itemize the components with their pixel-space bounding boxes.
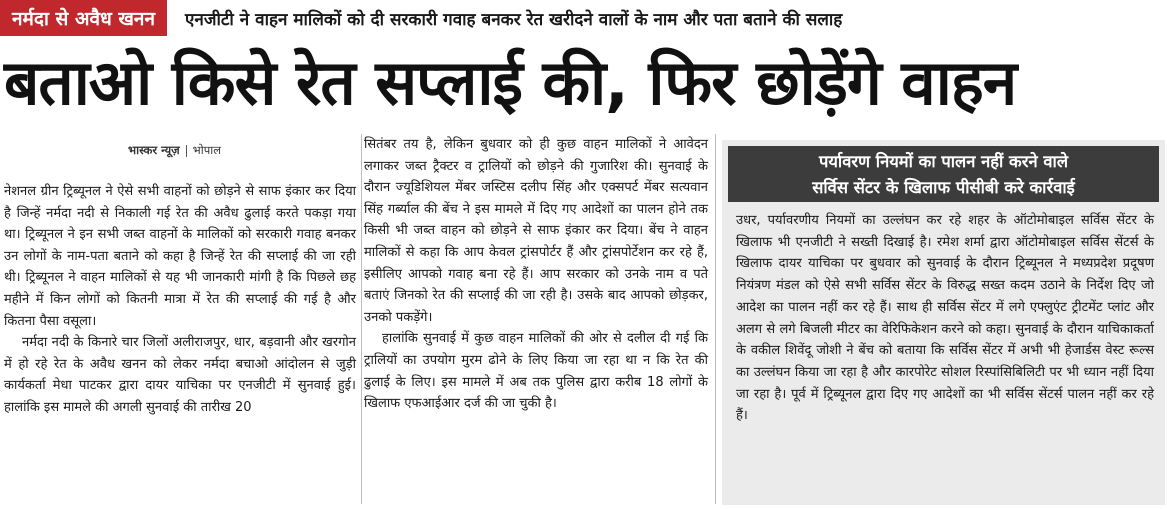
sidebar-heading-line-1: पर्यावरण नियमों का पालन नहीं करने वाले <box>818 152 1069 171</box>
column-divider-1 <box>361 134 362 504</box>
sidebar-heading-line-2: सर्विस सेंटर के खिलाफ पीसीबी करे कार्रवाई <box>812 178 1075 197</box>
byline-city: भोपाल <box>192 143 222 157</box>
top-banner <box>0 0 1167 36</box>
column2-paragraph-2: हालांकि सुनवाई में कुछ वाहन मालिकों की ओर से दलील दी गई कि ट्रालियों का उपयोग मुरम ढोने के लिए किया जा रहा था न कि रेत की ढुलाई के लिए। इस मामले में अब तक पुलिस द्वारा करीब 18 लोगों के खिलाफ एफआईआर दर्ज की जा चुकी है। <box>364 331 708 412</box>
main-headline: बताओ किसे रेत सप्लाई की, फिर छोड़ेंगे वाहन <box>4 46 1017 119</box>
sidebar-box <box>722 140 1165 505</box>
article-column-1 <box>4 181 356 419</box>
sidebar-body: उधर, पर्यावरणीय नियमों का उल्लंघन कर रहे शहर के ऑटोमोबाइल सर्विस सेंटर के खिलाफ भी एनजीटी ने सख्ती दिखाई है। रमेश शर्मा द्वारा ऑटोमोबाइल सर्विस सेंटर्स के खिलाफ दायर याचिका पर बुधवार को सुनवाई के दौरान ट्रिब्यूनल ने मध्यप्रदेश प्रदूषण नियंत्रण मंडल को ऐसे सभी सर्विस सेंटर के विरुद्ध सख्त कदम उठाने के निर्देश दिए जो आदेश का पालन नहीं कर रहे हैं। साथ ही सर्विस सेंटर में लगे एफ्लुएंट ट्रीटमेंट प्लांट और अलग से लगे बिजली मीटर का वेरिफिकेशन करने को कहा। सुनवाई के दौरान याचिकाकर्ता के वकील शिवेंदू जोशी ने बेंच को बताया कि सर्विस सेंटर में अभी भी हेजार्डस वेस्ट रूल्स का उल्लंघन किया जा रहा है और कारपोरेट सोशल रिस्पांसिबिलिटी पर भी ध्यान नहीं दिया जा रहा है। पूर्व में ट्रिब्यूनल द्वारा दिए गए आदेशों का भी सर्विस सेंटर्स पालन नहीं कर रहे हैं। <box>736 213 1154 424</box>
column1-paragraph-1: नेशनल ग्रीन ट्रिब्यूनल ने ऐसे सभी वाहनों को छोड़ने से साफ इंकार कर दिया है जिन्हें नर्मदा नदी से निकाली गई रेत की अवैध ढुलाई करते पकड़ा गया था। ट्रिब्यूनल ने इन सभी जब्त वाहनों के मालिकों को सरकारी गवाह बनकर उन लोगों के नाम-पता बताने को कहा है जिन्हें रेत की सप्लाई की जा रही थी। ट्रिब्यूनल ने वाहन मालिकों से यह भी जानकारी मांगी है कि पिछले छह महीने में किन लोगों को कितनी मात्रा में रेत की सप्लाई की गई है और कितना पैसा वसूला। <box>4 184 356 329</box>
byline <box>128 143 221 158</box>
byline-agency: भास्कर न्यूज़ <box>128 143 180 157</box>
column1-paragraph-2: नर्मदा नदी के किनारे चार जिलों अलीराजपुर, धार, बड़वानी और खरगोन में हो रहे रेत के अवैध खनन को लेकर नर्मदा बचाओ आंदोलन से जुड़ी कार्यकर्ता मेधा पाटकर द्वारा दायर याचिका पर एनजीटी में सुनवाई हुई। हालांकि इस मामले की अगली सुनवाई की तारीख 20 <box>4 335 356 415</box>
deck-line: एनजीटी ने वाहन मालिकों को दी सरकारी गवाह बनकर रेत खरीदने वालों के नाम और पता बताने की सलाह <box>185 9 843 30</box>
section-kicker: नर्मदा से अवैध खनन <box>0 0 167 36</box>
column-divider-2 <box>715 134 716 504</box>
article-column-2 <box>364 134 708 415</box>
sidebar-heading <box>728 146 1159 202</box>
column2-paragraph-1: सितंबर तय है, लेकिन बुधवार को ही कुछ वाहन मालिकों ने आवेदन लगाकर जब्त ट्रैक्टर व ट्रालियों को छोड़ने की गुजारिश की। सुनवाई के दौरान ज्यूडिशियल मेंबर जस्टिस दलीप सिंह और एक्सपर्ट मेंबर सत्यवान सिंह गर्ब्याल की बेंच ने इस मामले में दिए गए आदेशों का पालन होने तक किसी भी जब्त वाहन को छोड़ने से साफ इंकार कर दिया। बेंच ने वाहन मालिकों से कहा कि आप केवल ट्रांसपोर्टर हैं और ट्रांसपोर्टेशन कर रहे हैं, इसीलिए आपको गवाह बना रहे हैं। आप सरकार को उनके नाम व पते बताएं जिनको रेत की सप्लाई की जा रही है। उसके बाद आपको छोड़कर, उनको पकड़ेंगे। <box>364 137 708 325</box>
byline-divider <box>186 145 187 157</box>
